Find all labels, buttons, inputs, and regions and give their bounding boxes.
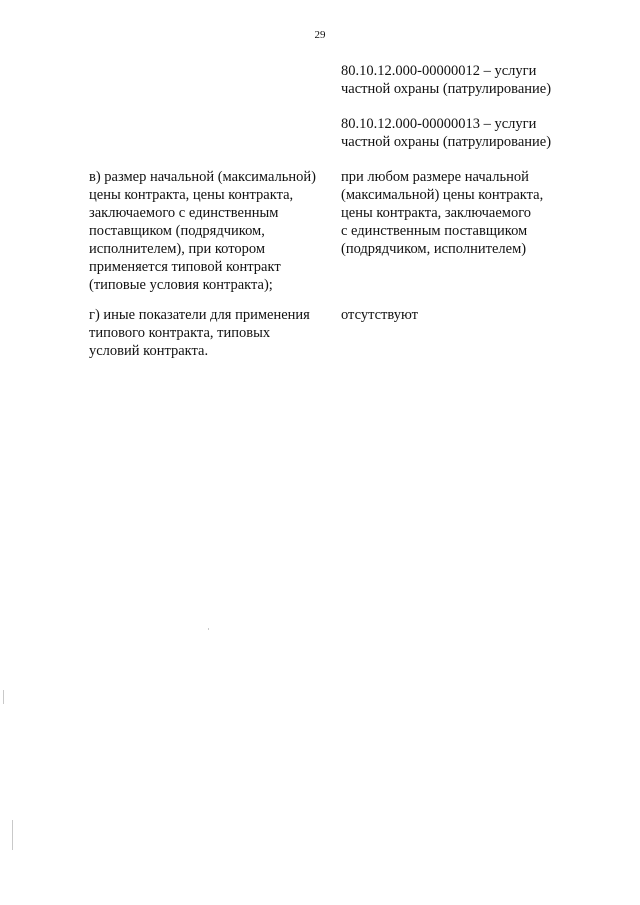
okpd-code-entry-12: 80.10.12.000-00000012 – услуги частной охраны (патрулирование) [341, 63, 552, 97]
row-g-label: г) иные показатели для применения типового контракта, типовых условий контракта. [89, 307, 310, 359]
scan-artifact [3, 690, 4, 704]
row-v-value: при любом размере начальной (максимальной) цены контракта, цены контракта, заключаемого с единственным поставщиком (подрядчиком, исполнителем) [341, 169, 544, 257]
scan-artifact [208, 628, 209, 630]
row-v-label: в) размер начальной (максимальной) цены контракта, цены контракта, заключаемого с единственным поставщиком (подрядчиком, исполнителем), при котором применяется типовой контракт (типовые условия контракта); [89, 169, 317, 293]
page-number: 29 [314, 29, 326, 41]
row-g-value: отсутствуют [341, 307, 418, 323]
scan-artifact [12, 820, 13, 850]
okpd-code-entry-13: 80.10.12.000-00000013 – услуги частной охраны (патрулирование) [341, 116, 552, 150]
